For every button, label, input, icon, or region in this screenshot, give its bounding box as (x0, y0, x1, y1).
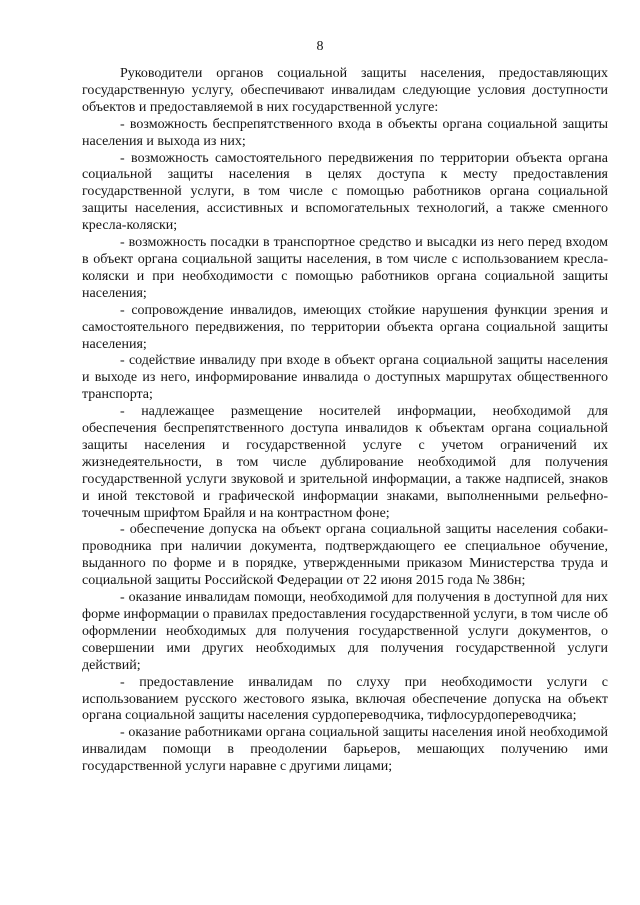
list-item-vehicle-boarding: - возможность посадки в транспортное средство и высадки из него перед входом в объект органа социальной защиты населения, в том числе с использованием кресла-коляски и при необходимости с помощью работников органа социальной защиты населения; (82, 235, 608, 301)
list-item-entry-assistance: - содействие инвалиду при входе в объект органа социальной защиты населения и выходе из него, информирование инвалида о доступных маршрутах общественного транспорта; (82, 353, 608, 403)
document-body (82, 66, 608, 776)
list-item-information-carriers: - надлежащее размещение носителей информации, необходимой для обеспечения беспрепятственного доступа инвалидов к объектам органа социальной защиты населения и государственной услуге с учетом ограничений их жизнедеятельности, в том числе дублирование необходимой для получения государственной услуги звуковой и зрительной информации, а также надписей, знаков и иной текстовой и графической информации знаками, выполненными рельефно-точечным шрифтом Брайля и на контрастном фоне; (82, 404, 608, 521)
list-item-barrier-help: - оказание работниками органа социальной защиты населения иной необходимой инвалидам помощи в преодолении барьеров, мешающих получению ими государственной услуги наравне с другими лицами; (82, 725, 608, 775)
list-item-information-help: - оказание инвалидам помощи, необходимой для получения в доступной для них форме информации о правилах предоставления государственной услуги, в том числе об оформлении необходимых для получения государственной услуги документов, о совершении ими других необходимых для получения государственной услуги действий; (82, 590, 608, 673)
list-item-escort: - сопровождение инвалидов, имеющих стойкие нарушения функции зрения и самостоятельного передвижения, по территории объекта органа социальной защиты населения; (82, 302, 608, 352)
intro-paragraph: Руководители органов социальной защиты населения, предоставляющих государственную услугу, обеспечивают инвалидам следующие условия доступности объектов и предоставляемой в них государственной услуге: (82, 66, 608, 115)
list-item-sign-language: - предоставление инвалидам по слуху при необходимости услуги с использованием русского жестового языка, включая обеспечение допуска на объект органа социальной защиты населения сурдопереводчика, тифлосурдопереводчика; (82, 674, 608, 724)
list-item-independent-movement: - возможность самостоятельного передвижения по территории объекта органа социальной защиты населения в целях доступа к месту предоставления государственной услуги, в том числе с помощью работников органа социальной защиты населения, ассистивных и вспомогательных технологий, а также сменного кресла-коляски; (82, 150, 608, 234)
list-item-entrance-exit: - возможность беспрепятственного входа в объекты органа социальной защиты населения и выхода из них; (82, 116, 608, 149)
list-item-guide-dog: - обеспечение допуска на объект органа социальной защиты населения собаки-проводника при наличии документа, подтверждающего ее специальное обучение, выданного по форме и в порядке, утвержденными приказом Министерства труда и социальной защиты Российской Федерации от 22 июня 2015 года № 386н; (82, 522, 608, 589)
page-number: 8 (316, 39, 324, 54)
